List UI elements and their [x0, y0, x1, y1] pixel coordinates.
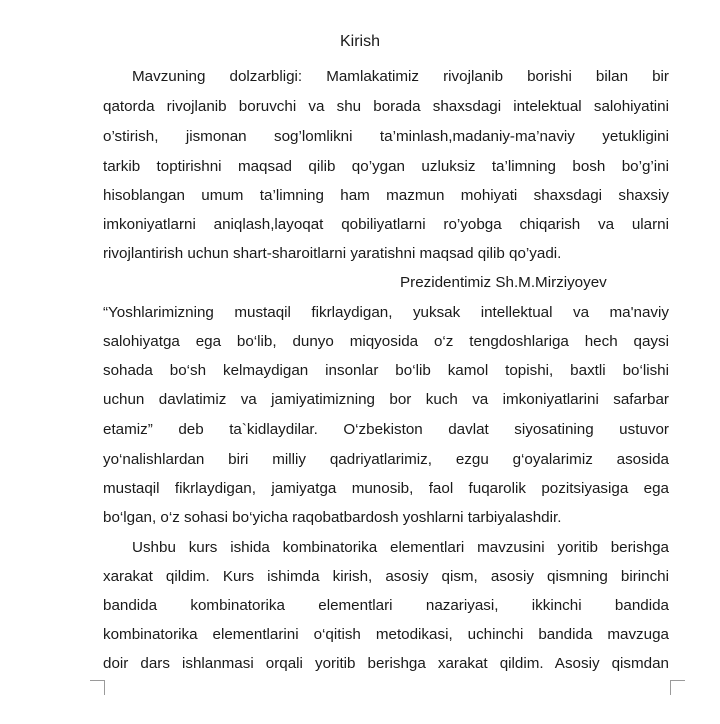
paragraph-line: xarakat qildim. Kurs ishimda kirish, asosiy qism, asosiy qismning birinchi [103, 568, 669, 585]
paragraph-line: o’stirish, jismonan sog’lomlikni ta’minlash,madaniy-ma’naviy yetukligini [103, 128, 669, 145]
quote-line: yo‘nalishlardan biri milliy qadriyatlarimiz, ezgu g‘oyalarimiz asosida [103, 451, 669, 468]
page-title: Kirish [339, 33, 380, 50]
quote-line: etamiz” deb ta`kidlaydilar. O‘zbekiston davlat siyosatining ustuvor [103, 421, 669, 438]
quote-line: “Yoshlarimizning mustaqil fikrlaydigan, yuksak intellektual va ma'naviy [103, 304, 669, 321]
author-attribution: Prezidentimiz Sh.M.Mirziyoyev [400, 274, 607, 291]
paragraph-line: Mavzuning dolzarbligi: Mamlakatimiz rivojlanib borishi bilan bir [132, 68, 669, 85]
paragraph-line: rivojlantirish uchun shart-sharoitlarni yaratishni maqsad qilib qo’yadi. [103, 245, 562, 262]
quote-line: uchun davlatimiz va jamiyatimizning bor kuch va imkoniyatlarini safarbar [103, 391, 669, 408]
quote-line: salohiyatga ega bo‘lib, dunyo miqyosida o‘z tengdoshlariga hech qaysi [103, 333, 669, 350]
paragraph-line: kombinatorika elementlarini o‘qitish metodikasi, uchinchi bandida mavzuga [103, 626, 669, 643]
quote-line: mustaqil fikrlaydigan, jamiyatga munosib, faol fuqarolik pozitsiyasiga ega [103, 480, 669, 497]
margin-corner-mark-left [90, 680, 105, 695]
paragraph-line: bandida kombinatorika elementlari nazariyasi, ikkinchi bandida [103, 597, 669, 614]
paragraph-line: Ushbu kurs ishida kombinatorika elementlari mavzusini yoritib berishga [132, 539, 669, 556]
paragraph-line: tarkib toptirishni maqsad qilib qo’ygan uzluksiz ta’limning bosh bo’g’ini [103, 158, 669, 175]
section-heading: Mavzuning dolzarbligi: [132, 68, 303, 85]
paragraph-line: qatorda rivojlanib boruvchi va shu borada shaxsdagi intelektual salohiyatini [103, 98, 669, 115]
paragraph-line: imkoniyatlarni aniqlash,layoqat qobiliyatlarni ro’yobga chiqarish va ularni [103, 216, 669, 233]
paragraph-line: doir dars ishlanmasi orqali yoritib berishga xarakat qildim. Asosiy qismdan [103, 655, 669, 672]
paragraph-line: hisoblangan umum ta’limning ham mazmun mohiyati shaxsdagi shaxsiy [103, 187, 669, 204]
quote-line: sohada bo‘sh kelmaydigan insonlar bo‘lib kamol topishi, baxtli bo‘lishi [103, 362, 669, 379]
quote-line: bo‘lgan, o‘z sohasi bo‘yicha raqobatbardosh yoshlarni tarbiyalashdir. [103, 509, 562, 526]
margin-corner-mark-right [670, 680, 685, 695]
